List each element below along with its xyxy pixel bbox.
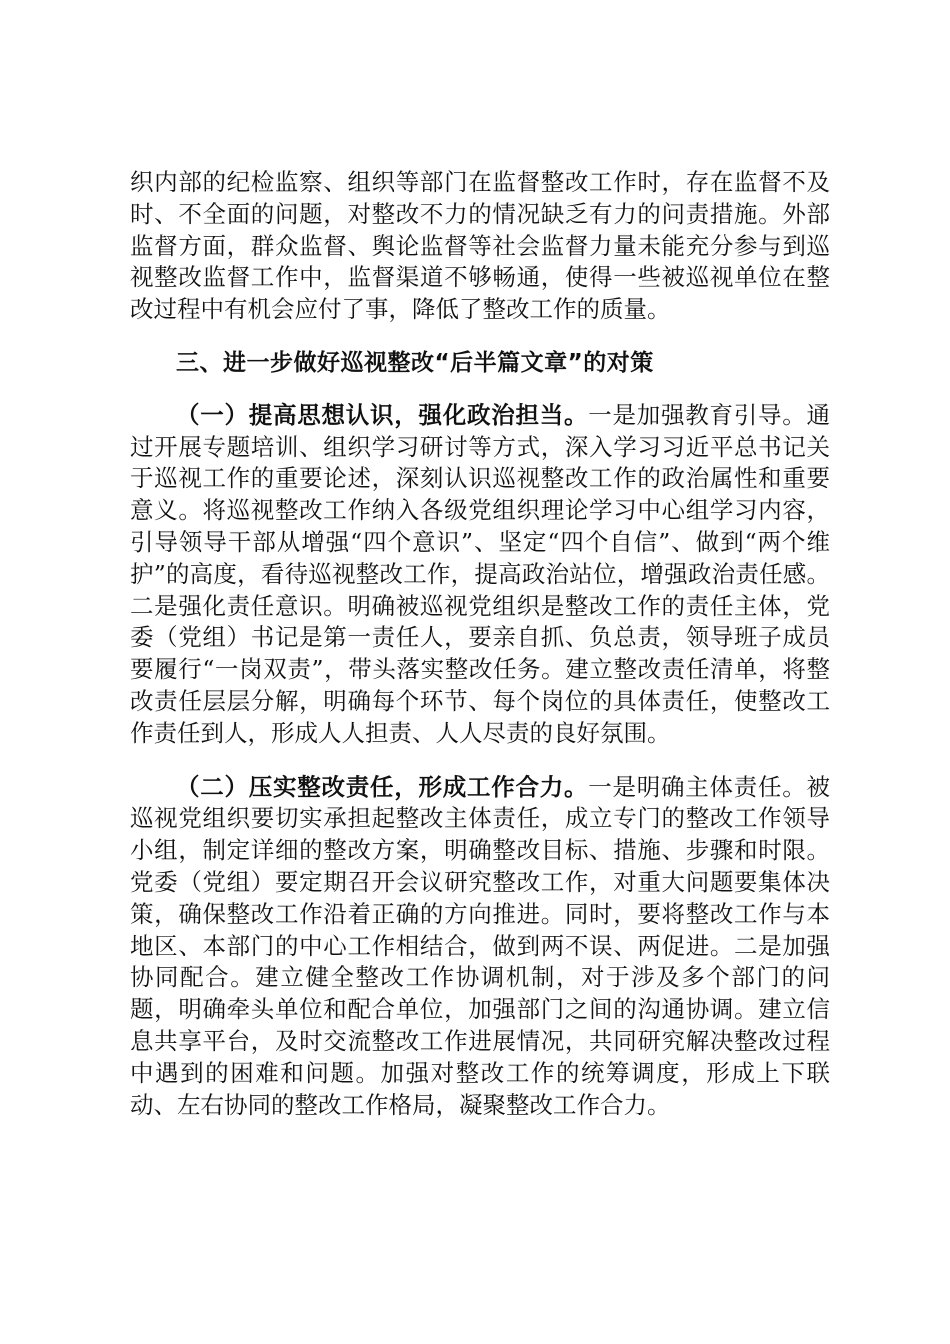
continuation-paragraph: 织内部的纪检监察、组织等部门在监督整改工作时，存在监督不及时、不全面的问题，对整改不力的情况缺乏有力的问责措施。外部监督方面，群众监督、舆论监督等社会监督力量未能充分参与到巡视整改监督工作中，监督渠道不够畅通，使得一些被巡视单位在整改过程中有机会应付了事，降低了整改工作的质量。 bbox=[130, 168, 830, 324]
subsection-1-body: 一是加强教育引导。通过开展专题培训、组织学习研讨等方式，深入学习习近平总书记关于巡视工作的重要论述，深刻认识巡视整改工作的政治属性和重要意义。将巡视整改工作纳入各级党组织理论学习中心组学习内容，引导领导干部从增强“四个意识”、坚定“四个自信”、做到“两个维护”的高度，看待巡视整改工作，提高政治站位，增强政治责任感。二是强化责任意识。明确被巡视党组织是整改工作的责任主体，党委（党组）书记是第一责任人，要亲自抓、负总责，领导班子成员要履行“一岗双责”，带头落实整改任务。建立整改责任清单，将整改责任层层分解，明确每个环节、每个岗位的具体责任，使整改工作责任到人，形成人人担责、人人尽责的良好氛围。 bbox=[130, 400, 830, 747]
subsection-2-lead: （二）压实整改责任，形成工作合力。 bbox=[176, 772, 589, 801]
subsection-1-lead: （一）提高思想认识，强化政治担当。 bbox=[176, 400, 589, 429]
section-heading: 三、进一步做好巡视整改“后半篇文章”的对策 bbox=[176, 349, 654, 376]
subsection-2-body: 一是明确主体责任。被巡视党组织要切实承担起整改主体责任，成立专门的整改工作领导小组，制定详细的整改方案，明确整改目标、措施、步骤和时限。党委（党组）要定期召开会议研究整改工作，对重大问题要集体决策，确保整改工作沿着正确的方向推进。同时，要将整改工作与本地区、本部门的中心工作相结合，做到两不误、两促进。二是加强协同配合。建立健全整改工作协调机制，对于涉及多个部门的问题，明确牵头单位和配合单位，加强部门之间的沟通协调。建立信息共享平台，及时交流整改工作进展情况，共同研究解决整改过程中遇到的困难和问题。加强对整改工作的统筹调度，形成上下联动、左右协同的整改工作格局，凝聚整改工作合力。 bbox=[130, 772, 830, 1119]
subsection-1-paragraph bbox=[130, 400, 830, 750]
document-body bbox=[130, 167, 830, 1121]
subsection-2-paragraph bbox=[130, 772, 830, 1122]
